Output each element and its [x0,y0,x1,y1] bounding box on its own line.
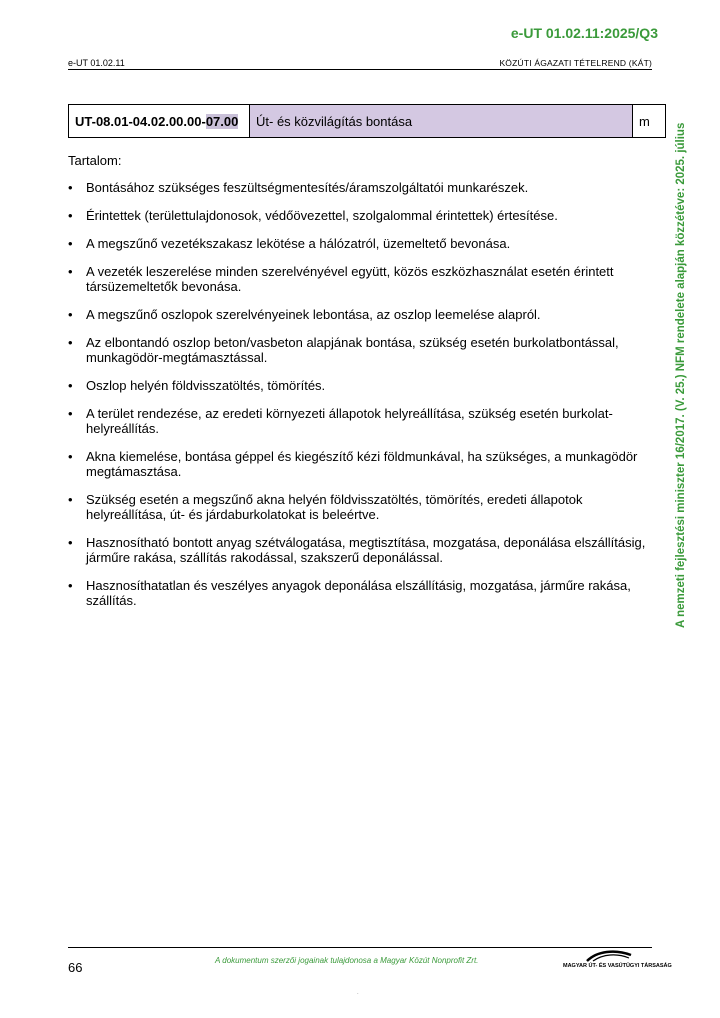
content-section [68,153,658,621]
item-row [69,105,666,138]
list-item-text: A megszűnő oszlopok szerelvényeinek lebontása, az oszlop leemelése alapról. [86,307,541,322]
logo-swoosh-icon [585,949,633,963]
list-item [68,449,658,479]
bullet-icon: • [68,236,73,251]
bullet-icon: • [68,335,73,350]
list-item-text: Akna kiemelése, bontása géppel és kiegészítő kézi földmunkával, ha szükséges, a munkagödör megtámasztása. [86,449,638,479]
bullet-icon: • [68,492,73,507]
content-list [68,180,658,608]
bullet-icon: • [68,378,73,393]
list-item-text: A megszűnő vezetékszakasz lekötése a hálózatról, üzemeltető bevonása. [86,236,511,251]
content-title: Tartalom: [68,153,122,168]
list-item [68,492,658,522]
list-item-text: A terület rendezése, az eredeti környezeti állapotok helyreállítása, szükség esetén burkolat-helyreállítás. [86,406,613,436]
list-item [68,264,658,294]
list-item-text: Oszlop helyén földvisszatöltés, tömörítés. [86,378,326,393]
side-publication-note: A nemzeti fejlesztési miniszter 16/2017. (V. 25.) NFM rendelete alapján közzétéve: 2025. július [675,122,687,628]
list-item [68,406,658,436]
header-left-code: e-UT 01.02.11 [68,58,125,68]
company-logo [563,949,672,973]
item-unit: m [633,105,666,138]
list-item [68,578,658,608]
bullet-icon: • [68,406,73,421]
bullet-icon: • [68,578,73,593]
list-item-text: Az elbontandó oszlop beton/vasbeton alapjának bontása, szükség esetén burkolatbontással, munkagödör-megtámasztással. [86,335,619,365]
list-item-text: Hasznosítható bontott anyag szétválogatása, megtisztítása, mozgatása, deponálása elszállításig, járműre rakása, szállítás rakodással, szakszerű deponálással. [86,535,646,565]
list-item [68,307,658,322]
bullet-icon: • [68,180,73,195]
header-divider [68,69,652,70]
list-item-text: A vezeték leszerelése minden szerelvényével együtt, közös eszközhasználat esetén érintett társüzemeltetők bevonása. [86,264,614,294]
list-item [68,236,658,251]
logo-text: MAGYAR ÚT- ÉS VASÚTÜGYI TÁRSASÁG [563,963,672,969]
footer-divider [68,947,652,948]
bullet-icon: • [68,449,73,464]
list-item [68,335,658,365]
item-code-prefix: UT-08.01-04.02.00.00- [75,113,206,129]
list-item-text: Szükség esetén a megszűnő akna helyén földvisszatöltés, tömörítés, eredeti állapotok helyreállítása, út- és járdaburkolatokat is beleértve. [86,492,583,522]
list-item [68,208,658,223]
bullet-icon: • [68,208,73,223]
list-item [68,378,658,393]
item-code [69,105,250,138]
list-item [68,180,658,195]
copyright-notice: A dokumentum szerzői jogainak tulajdonosa a Magyar Közút Nonprofit Zrt. [215,956,479,965]
item-table [68,104,666,138]
item-code-suffix: 07.00 [205,113,239,129]
header-title: KÖZÚTI ÁGAZATI TÉTELREND (KÁT) [499,58,652,68]
document-code: e-UT 01.02.11:2025/Q3 [510,25,658,41]
page-number: 66 [68,960,83,975]
bullet-icon: • [68,535,73,550]
list-item-text: Hasznosíthatatlan és veszélyes anyagok deponálása elszállításig, mozgatása, járműre rakása, szállítás. [86,578,631,608]
list-item-text: Bontásához szükséges feszültségmentesítés/áramszolgáltatói munkarészek. [86,180,529,195]
bullet-icon: • [68,264,73,279]
list-item [68,535,658,565]
item-name: Út- és közvilágítás bontása [250,105,633,138]
list-item-text: Érintettek (területtulajdonosok, védőövezettel, szolgalommal érintettek) értesítése. [86,208,558,223]
decorative-dot: . [357,990,359,996]
bullet-icon: • [68,307,73,322]
